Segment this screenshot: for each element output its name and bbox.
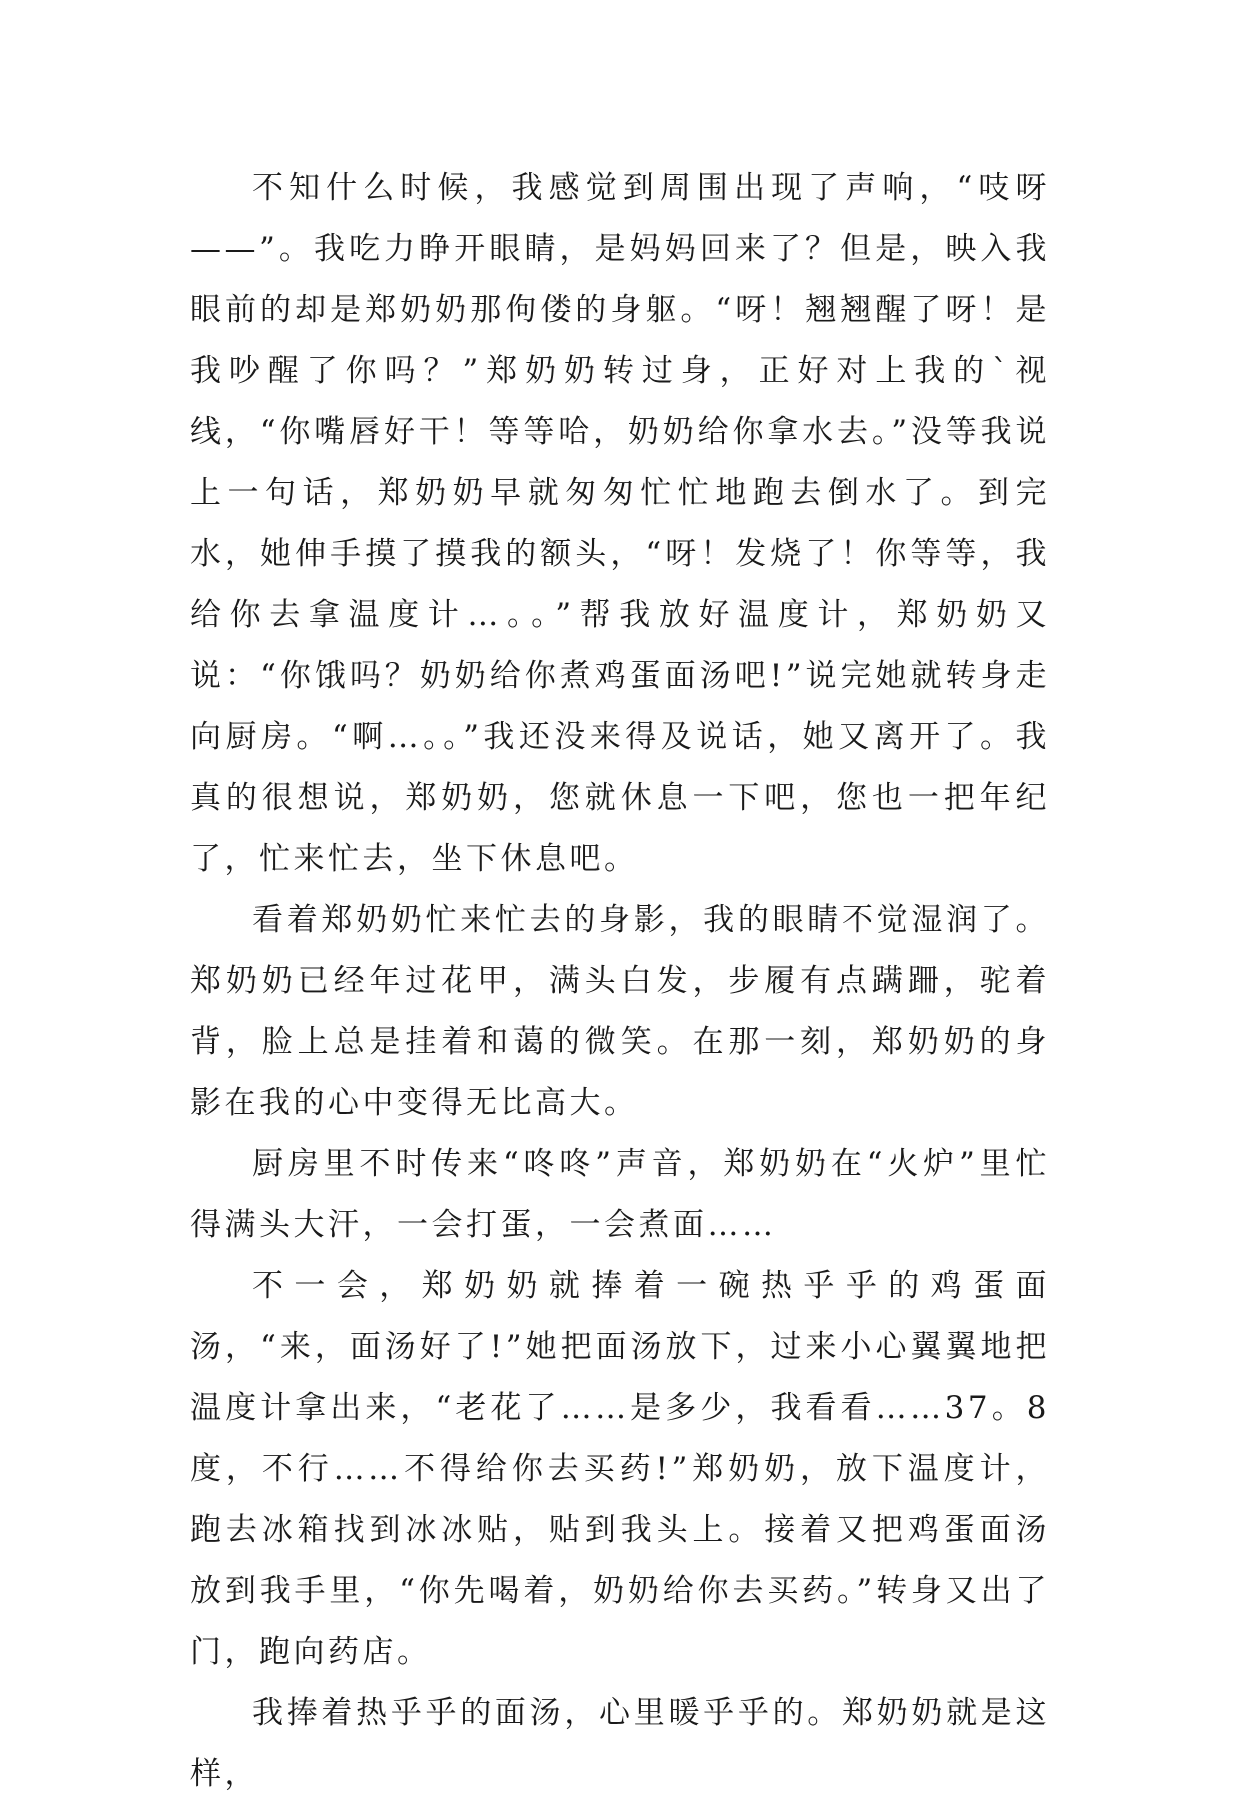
paragraph-4: 不一会，郑奶奶就捧着一碗热乎乎的鸡蛋面汤，“来，面汤好了!”她把面汤放下，过来小心翼翼地把温度计拿出来，“老花了……是多少，我看看……37。8度，不行……不得给你去买药!”郑奶奶，放下温度计，跑去冰箱找到冰冰贴，贴到我头上。接着又把鸡蛋面汤放到我手里，“你先喝着，奶奶给你去买药。”转身又出了门，跑向药店。 [190, 1268, 1050, 1670]
paragraph-5: 我捧着热乎乎的面汤，心里暖乎乎的。郑奶奶就是这样， [190, 1695, 1050, 1792]
paragraph-3: 厨房里不时传来“咚咚”声音，郑奶奶在“火炉”里忙得满头大汗，一会打蛋，一会煮面…… [190, 1146, 1050, 1243]
paragraph-1: 不知什么时候，我感觉到周围出现了声响，“吱呀——”。我吃力睁开眼睛，是妈妈回来了？但是，映入我眼前的却是郑奶奶那佝偻的身躯。“呀！翘翘醒了呀！是我吵醒了你吗？”郑奶奶转过身，正好对上我的`视线，“你嘴唇好干！等等哈，奶奶给你拿水去。”没等我说上一句话，郑奶奶早就匆匆忙忙地跑去倒水了。到完水，她伸手摸了摸我的额头，“呀！发烧了！你等等，我给你去拿温度计…。。”帮我放好温度计，郑奶奶又说：“你饿吗？奶奶给你煮鸡蛋面汤吧!”说完她就转身走向厨房。“啊…。。”我还没来得及说话，她又离开了。我真的很想说，郑奶奶，您就休息一下吧，您也一把年纪了，忙来忙去，坐下休息吧。 [190, 170, 1050, 877]
paragraph-2: 看着郑奶奶忙来忙去的身影，我的眼睛不觉湿润了。郑奶奶已经年过花甲，满头白发，步履有点蹒跚，驼着背，脸上总是挂着和蔼的微笑。在那一刻，郑奶奶的身影在我的心中变得无比高大。 [190, 902, 1050, 1121]
document-body [190, 158, 1050, 1805]
